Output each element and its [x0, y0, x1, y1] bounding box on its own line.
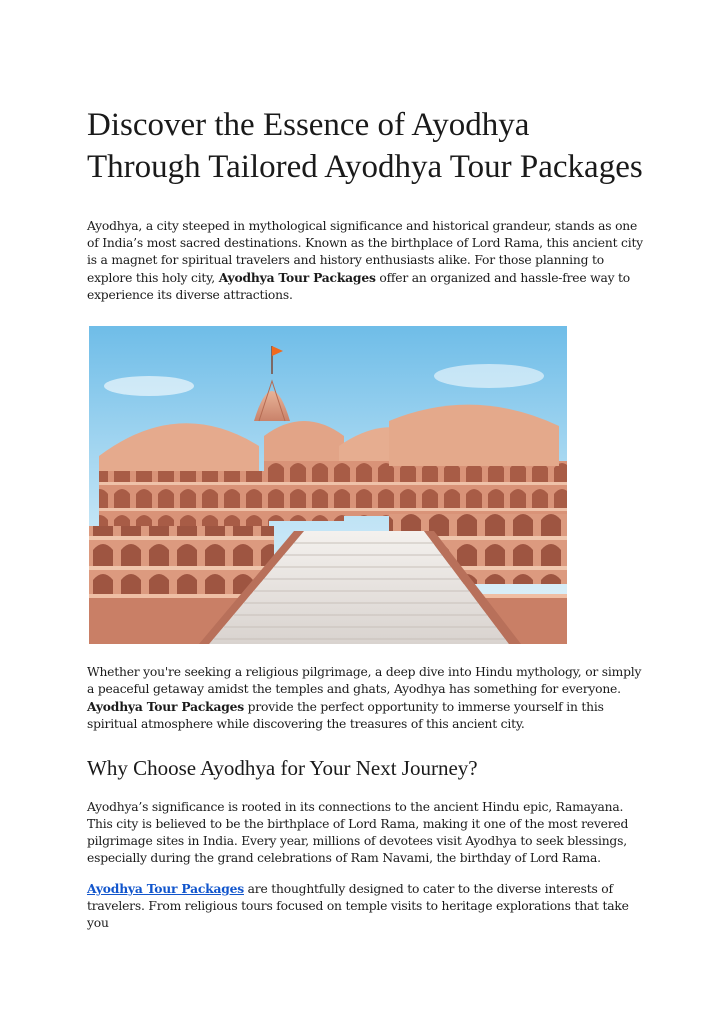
intro-bold-keyword: Ayodhya Tour Packages: [218, 270, 376, 285]
p2-text: Whether you're seeking a religious pilgrimage, a deep dive into Hindu mythology, or simply a peaceful getaway amidst the temples and ghats, Ayodhya has something for everyone.: [87, 665, 642, 696]
body-paragraph-2: [87, 664, 643, 733]
body-paragraph-3: Ayodhya’s significance is rooted in its connections to the ancient Hindu epic, Ramayana. This city is believed to be the birthplace of Lord Rama, making it one of the most revered pilgrimage sites in India. Every year, millions of devotees visit Ayodhya to seek blessings, especially during the grand celebrations of Ram Navami, the birthday of Lord Rama.: [87, 800, 629, 865]
intro-text: Ayodhya, a city steeped in mythological significance and historical grandeur, stands as one of India’s most sacred destinations. Known as the birthplace of Lord Rama, this ancient city is a magnet for spiritual travelers and history enthusiasts alike. For those planning to explore this holy city,: [87, 219, 643, 285]
body-paragraph-4: [87, 880, 643, 932]
page-title: Discover the Essence of Ayodhya Through Tailored Ayodhya Tour Packages: [87, 107, 643, 185]
intro-text-end: offer an organized and hassle-free way to experience its diverse attractions.: [87, 271, 631, 302]
ram-temple-image: [89, 326, 567, 644]
p4-text: are thoughtfully designed to cater to the diverse interests of travelers. From religious tours focused on temple visits to heritage explorations that take you: [87, 882, 629, 930]
section-heading: Why Choose Ayodhya for Your Next Journey?: [87, 756, 478, 780]
p2-bold-keyword: Ayodhya Tour Packages: [87, 699, 244, 714]
intro-paragraph: [87, 218, 643, 304]
document-page: [87, 104, 643, 932]
p2-text-end: provide the perfect opportunity to immerse yourself in this spiritual atmosphere while discovering the treasures of this ancient city.: [87, 700, 604, 731]
ayodhya-tour-packages-link[interactable]: Ayodhya Tour Packages: [87, 881, 244, 896]
